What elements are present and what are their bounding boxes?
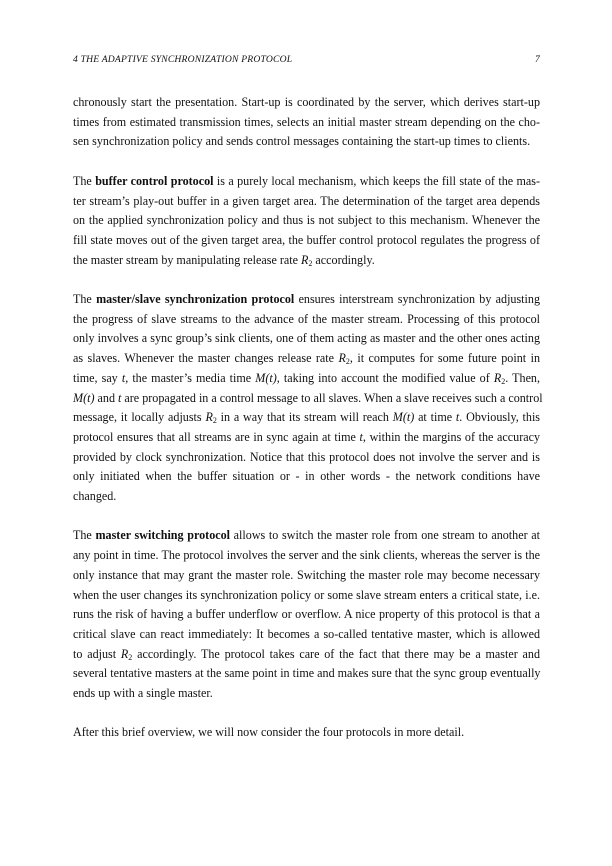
text-line: The master/slave synchronization protocol ensures interstream synchronization by adjusting [73, 292, 540, 306]
paragraph-startup [73, 93, 540, 152]
text-line: as slaves. Whenever the master changes release rate $R_2$, it computes for some future point in [73, 351, 540, 367]
text-line: protocol ensures that all streams are in sync again at time t, within the margins of the accuracy [73, 429, 540, 444]
text-line: fill state moves out of the given target area, the buffer control protocol regulates the progress of [73, 232, 540, 247]
term-master-slave-protocol: master/slave synchronization protocol [96, 292, 295, 306]
text-line: message, it locally adjusts $R_2$ in a way that its stream will reach M(t) at time t. Obviously, this [73, 410, 541, 426]
text-line: several tentative masters at the same point in time and makes sure that the sync group eventually [73, 666, 541, 681]
page-body [73, 93, 543, 763]
text-line: ends up with a single master. [73, 686, 213, 701]
text-line: The buffer control protocol is a purely local mechanism, which keeps the fill state of the mas- [73, 173, 541, 188]
paragraph-overview [73, 723, 540, 743]
text-line: runs the risk of having a buffer underflow or overflow. A nice property of this protocol is that a [73, 607, 540, 622]
text-line: only involves a sync group’s sink clients, one of them acting as master and the other ones acting [73, 331, 540, 346]
text-line: changed. [73, 489, 117, 504]
text-line: sen synchronization policy and sends control messages containing the start-up times to clients. [73, 134, 531, 149]
paragraph-buffer-control [73, 172, 540, 271]
paragraph-master-slave [73, 290, 543, 507]
section-title: 4 THE ADAPTIVE SYNCHRONIZATION PROTOCOL [73, 54, 293, 65]
text-line: to adjust $R_2$ accordingly. The protocol takes care of the fact that there may be a master and [73, 646, 540, 662]
text-line: ter stream’s play-out buffer in a given target area. The determination of the target area depends [73, 193, 540, 208]
text-line: only instance that may grant the master role. Switching the master role may become necessary [73, 567, 540, 582]
text-line: times from estimated transmission times, selects an initial master stream depending on the cho- [73, 114, 540, 129]
paragraph-master-switching [73, 526, 540, 703]
term-buffer-control-protocol: buffer control protocol [95, 173, 214, 188]
text-line: The master switching protocol allows to switch the master role from one stream to another at [73, 528, 540, 543]
running-header [73, 54, 540, 68]
text-line: critical slave can react immediately: It becomes a so-called tentative master, which is allowed [73, 626, 540, 641]
text-line: the progress of slave streams to the advance of the master stream. Processing of this protocol [73, 311, 540, 326]
text-line: when the user changes its synchronization policy or some slave stream enters a critical state, i.e. [73, 587, 540, 602]
text-line: time, say t, the master’s media time M(t), taking into account the modified value of $R_2$. Then, [73, 370, 541, 386]
page-number: 7 [535, 54, 540, 65]
text-line: provided by clock synchronization. Notice that this protocol does not involve the server and is [73, 449, 540, 464]
text-line: chronously start the presentation. Start-up is coordinated by the server, which derives start-up [73, 95, 540, 109]
text-line: any point in time. The protocol involves the server and the sink clients, whereas the server is the [73, 548, 540, 563]
text-line: After this brief overview, we will now consider the four protocols in more detail. [73, 725, 465, 740]
text-line: on the applied synchronization policy and thus is not subject to this mechanism. Whenever the [73, 213, 540, 228]
term-master-switching-protocol: master switching protocol [95, 528, 231, 543]
text-line: the master stream by manipulating release rate $R_2$ accordingly. [73, 252, 375, 268]
text-line: M(t) and t are propagated in a control message to all slaves. When a slave receives such a control [73, 390, 543, 405]
text-line: only initiated when the buffer situation or - in other words - the network conditions have [73, 469, 540, 484]
